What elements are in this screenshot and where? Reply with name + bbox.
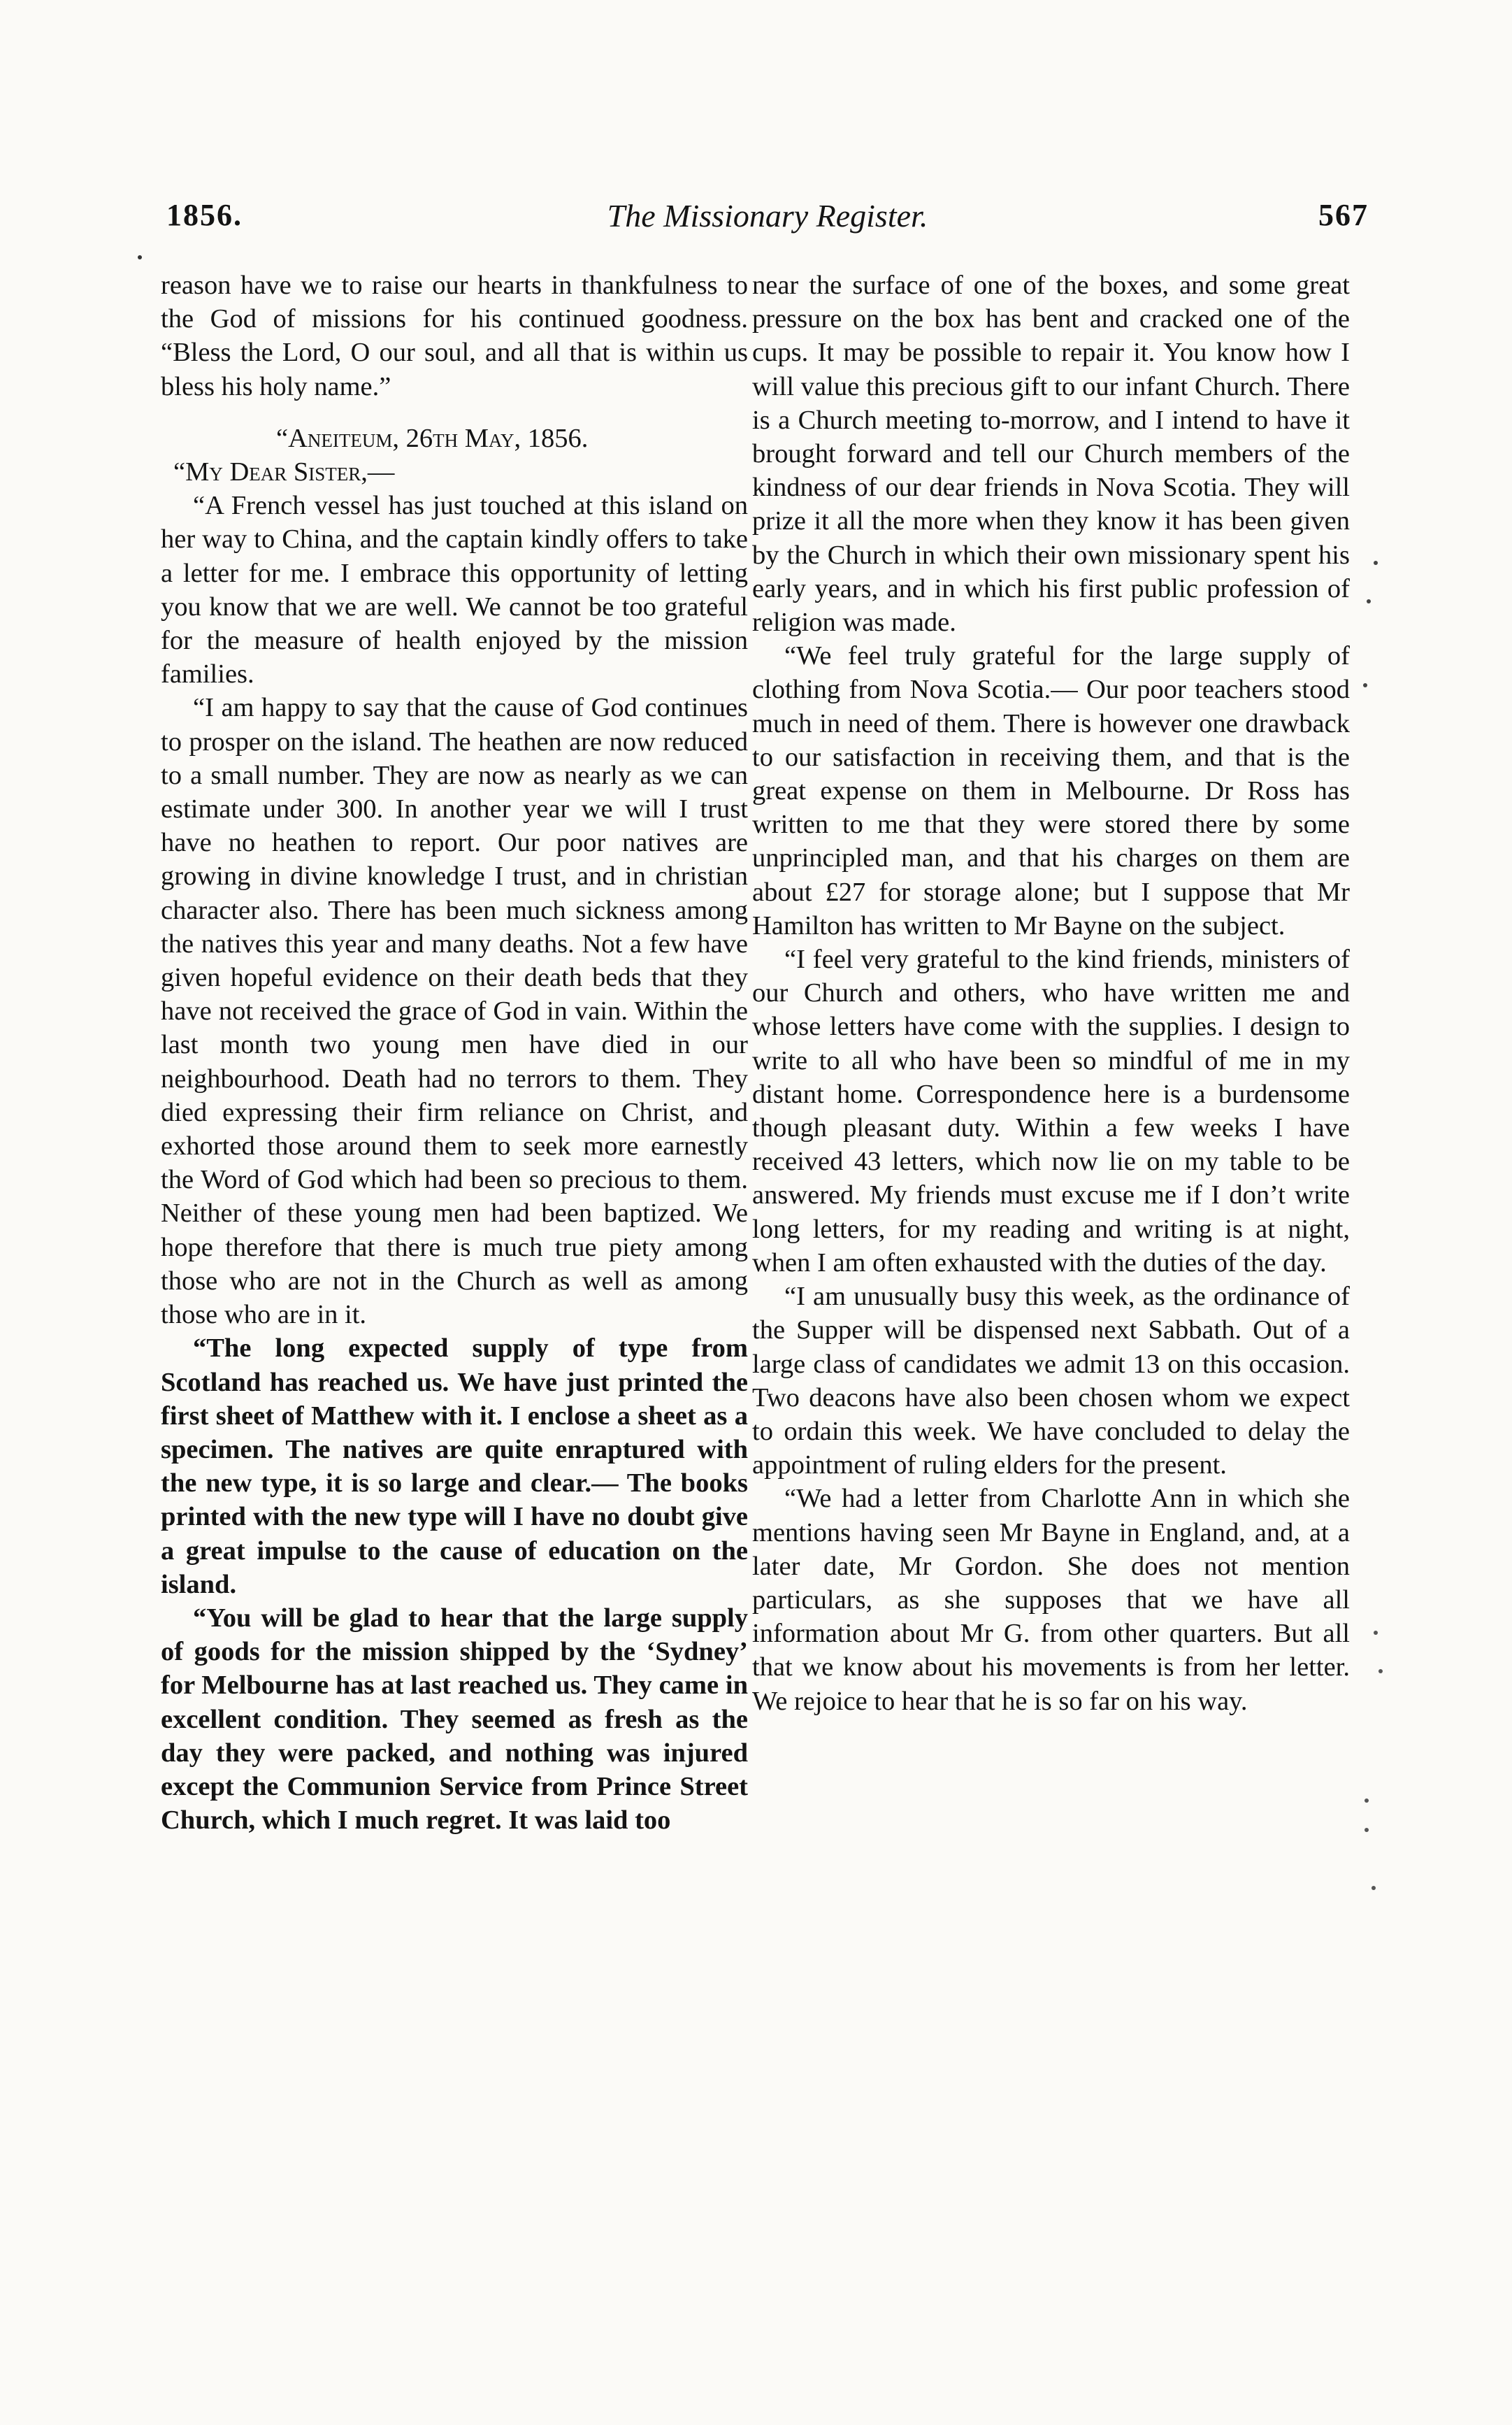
paragraph-clothing-supply: “We feel truly grateful for the large supply of clothing from Nova Scotia.— Our poor teachers stood much in need of them. There is however one drawback to our satisfaction in receiving them, and that is the great expense on them in Melbourne. Dr Ross has written to me that they were stored there by some unprincipled man, and that his charges on them are about £27 for storage alone; but I suppose that Mr Hamilton has written to Mr Bayne on the subject.: [752, 641, 1350, 940]
paragraph-type-supply: “The long expected supply of type from Scotland has reached us. We have just printed the first sheet of Matthew with it. I enclose a sheet as a specimen. The natives are quite enraptured with the new type, it is so large and clear.— The books printed with the new type will I have no doubt give a great impulse to the cause of education on the island.: [161, 1333, 748, 1599]
paragraph-letters: “I feel very grateful to the kind friends, ministers of our Church and others, who have written me and whose letters have come with the supplies. I design to write to all who have been so mindful of me in my distant home. Correspondence here is a burdensome though pleasant duty. Within a few weeks I have received 43 letters, which now lie on my table to be answered. My friends must excuse me if I don’t write long letters, for my reading and writing is at night, when I am often exhausted with the duties of the day.: [752, 945, 1350, 1278]
paragraph-cause-of-god: “I am happy to say that the cause of God continues to prosper on the island. The heathen are now reduced to a small number. They are now as nearly as we can estimate under 300. In another year we will I trust have no heathen to report. Our poor natives are growing in divine knowledge I trust, and in christian character also. There has been much sickness among the natives this year and many deaths. Not a few have given hopeful evidence on their death beds that they have not received the grace of God in vain. Within the last month two young men have died in our neighbourhood. Death had no terrors to them. They died expressing their firm reliance on Christ, and exhorted those around them to seek more earnestly the Word of God which had been so precious to them. Neither of these young men had been baptized. We hope therefore that there is much true piety among those who are not in the Church as well as among those who are in it.: [161, 693, 748, 1330]
left-column: [161, 269, 748, 1837]
header-title: The Missionary Register.: [607, 198, 928, 234]
running-head: [166, 197, 1369, 253]
paragraph-goods-supply: “You will be glad to hear that the large supply of goods for the mission shipped by the ‘Sydney’ for Melbourne has at last reached us. They came in excellent condition. They seemed as fresh as the day they were packed, and nothing was injured except the Communion Service from Prince Street Church, which I much regret. It was laid too: [161, 1603, 748, 1836]
paragraph-intro: reason have we to raise our hearts in thankfulness to the God of missions for his continued goodness. “Bless the Lord, O our soul, and all that is within us bless his holy name.”: [161, 271, 748, 401]
paragraph-supper-ordinance: “I am unusually busy this week, as the ordinance of the Supper will be dispensed next Sabbath. Out of a large class of candidates we admit 13 on this occasion. Two deacons have also been chosen whom we expect to ordain this week. We have concluded to delay the appointment of ruling elders for the present.: [752, 1282, 1350, 1480]
letter-dateline: “Aneiteum, 26th May, 1856.: [276, 423, 589, 453]
letter-salutation: “My Dear Sister,—: [173, 457, 395, 487]
paragraph-french-vessel: “A French vessel has just touched at this island on her way to China, and the captain kindly offers to take a letter for me. I embrace this opportunity of letting you know that we are well. We cannot be too grateful for the measure of health enjoyed by the mission families.: [161, 491, 748, 689]
paragraph-communion-service: near the surface of one of the boxes, and some great pressure on the box has bent and cracked one of the cups. It may be possible to repair it. You know how I will value this precious gift to our infant Church. There is a Church meeting to-morrow, and I intend to have it brought forward and tell our Church members of the kindness of our dear friends in Nova Scotia. They will prize it all the more when they know it has been given by the Church in which their own missionary spent his early years, and in which his first public profession of religion was made.: [752, 271, 1350, 638]
paragraph-charlotte-ann: “We had a letter from Charlotte Ann in which she mentions having seen Mr Bayne in England, and, at a later date, Mr Gordon. She does not mention particulars, as she supposes that we have all information about Mr G. from other quarters. But all that we know about his movements is from her letter. We rejoice to hear that he is so far on his way.: [752, 1484, 1350, 1716]
header-year: 1856.: [166, 198, 243, 232]
right-column: [752, 269, 1350, 1718]
page-number: 567: [1318, 198, 1369, 232]
